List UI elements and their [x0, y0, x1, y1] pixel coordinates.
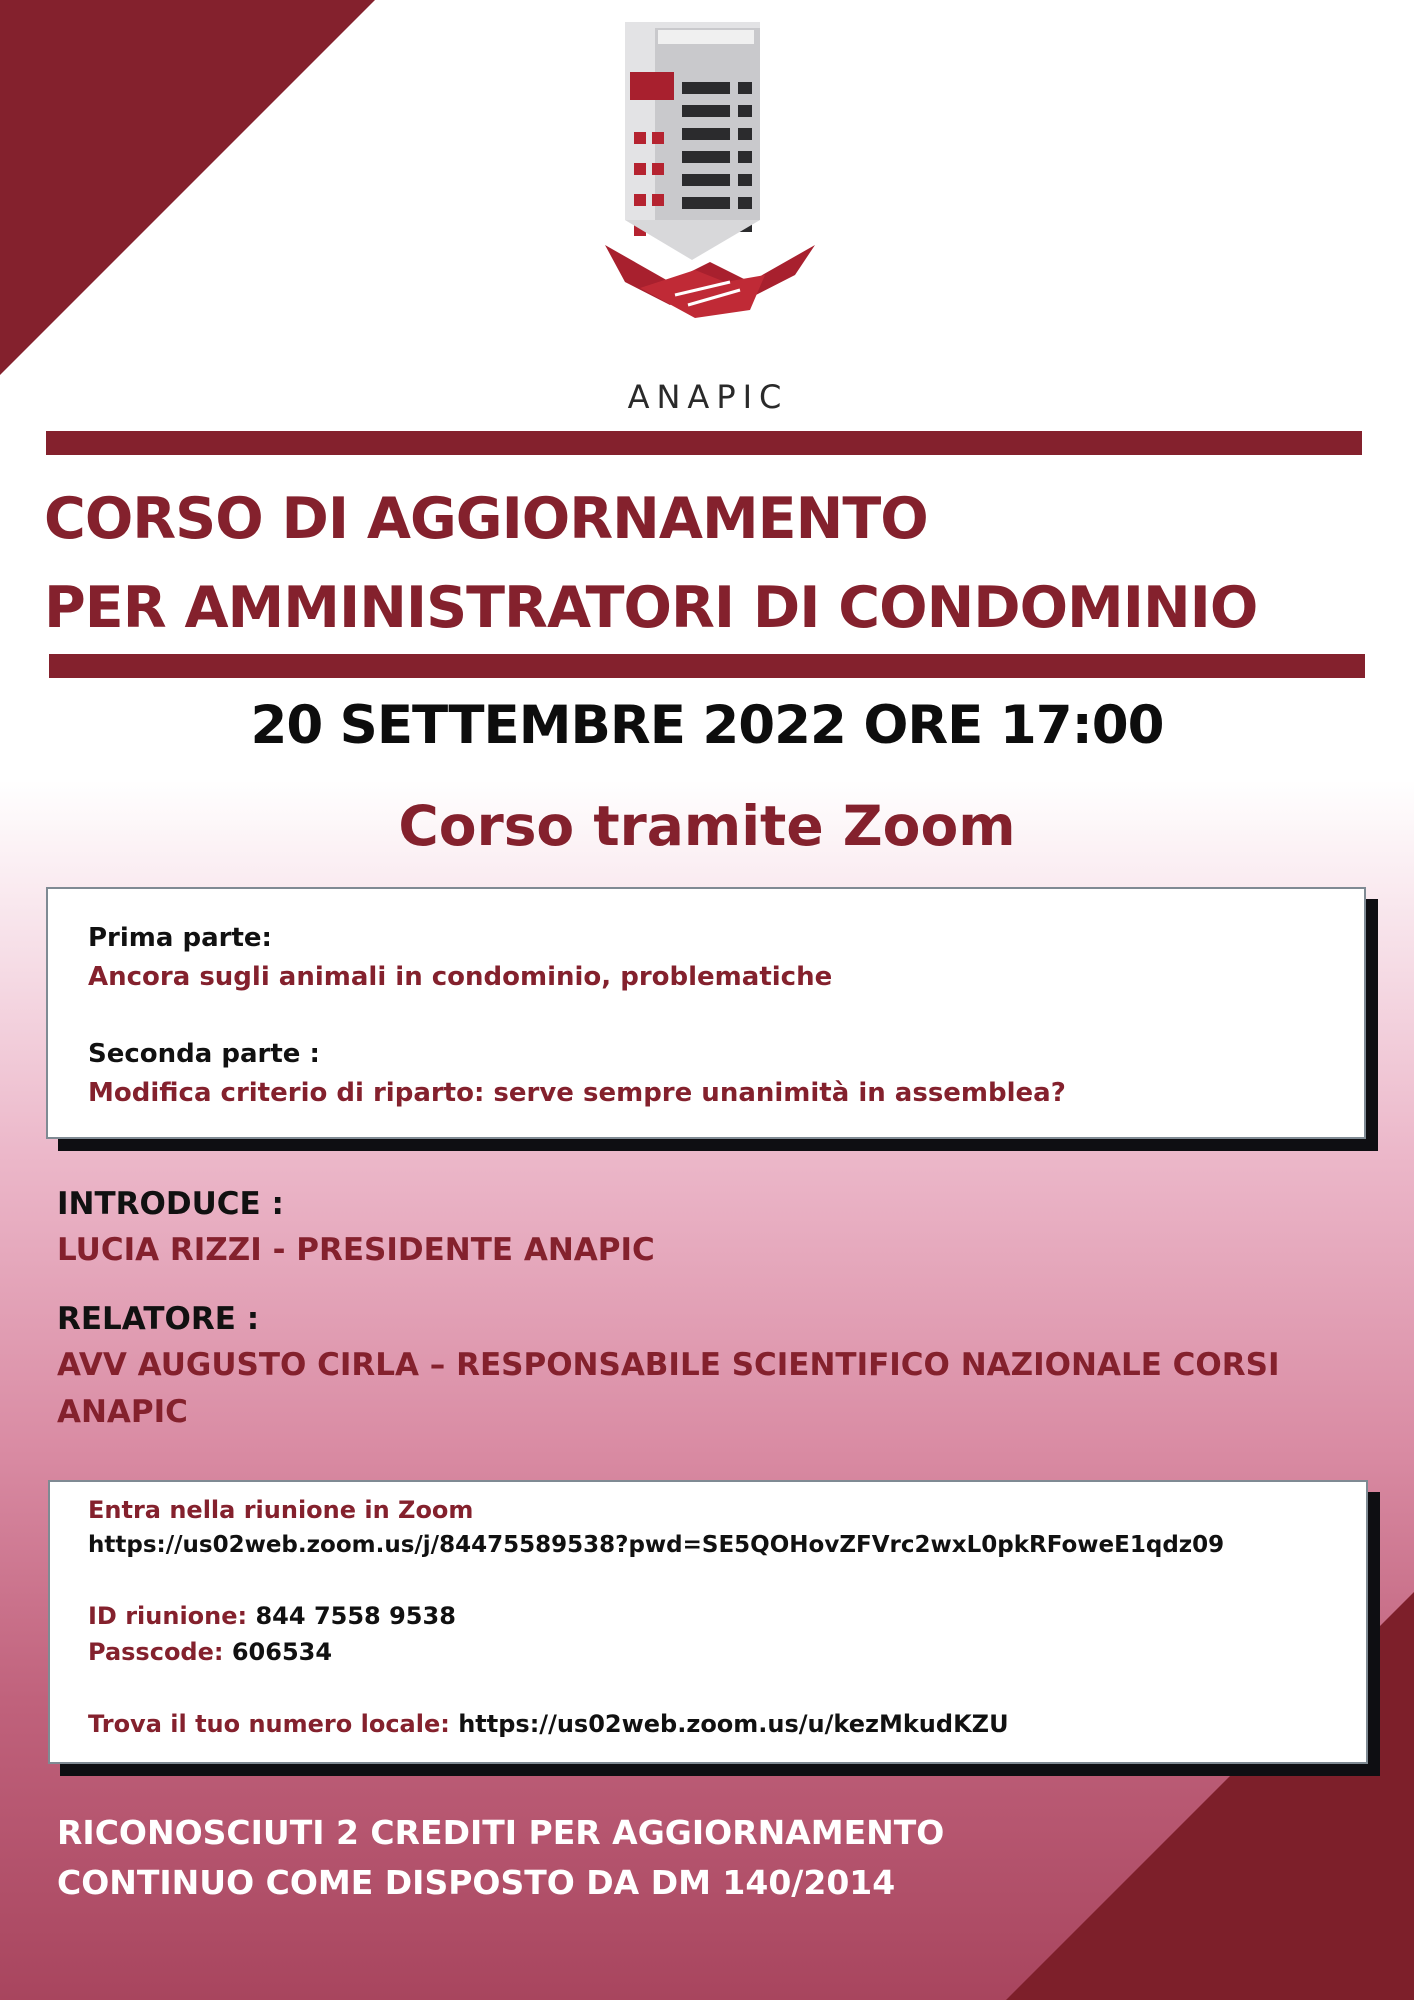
credits-line-2: CONTINUO COME DISPOSTO DA DM 140/2014: [57, 1863, 896, 1902]
part-1-topic: Ancora sugli animali in condominio, problematiche: [88, 962, 833, 992]
local-number-label: Trova il tuo numero locale:: [88, 1710, 450, 1738]
speaker-label: RELATORE :: [57, 1301, 260, 1337]
part-2-label: Seconda parte :: [88, 1039, 320, 1069]
course-title-line-1: CORSO DI AGGIORNAMENTO: [44, 486, 928, 552]
course-title: [44, 475, 1384, 653]
meeting-id-value: 844 7558 9538: [255, 1602, 456, 1630]
zoom-join-link[interactable]: https://us02web.zoom.us/j/84475589538?pwd=SE5QOHovZFVrc2wxL0pkRFoweE1qdz09: [88, 1532, 1225, 1558]
passcode-label: Passcode:: [88, 1638, 224, 1666]
anapic-building-logo: [600, 20, 820, 320]
part-1-label: Prima parte:: [88, 923, 272, 953]
brand-name: ANAPIC: [627, 378, 789, 416]
passcode-row: [88, 1638, 332, 1666]
course-title-line-2: PER AMMINISTRATORI DI CONDOMINIO: [44, 575, 1258, 641]
speaker-name-line-1: AVV AUGUSTO CIRLA – RESPONSABILE SCIENTIFICO NAZIONALE CORSI: [57, 1347, 1280, 1383]
introduce-label: INTRODUCE :: [57, 1186, 284, 1222]
meeting-id-row: [88, 1602, 456, 1630]
corner-decoration-top-left: [0, 0, 375, 375]
event-date: 20 SETTEMBRE 2022 ORE 17:00: [250, 695, 1164, 756]
program-box: [46, 887, 1366, 1139]
introduce-name: LUCIA RIZZI - PRESIDENTE ANAPIC: [57, 1232, 655, 1268]
divider-bar-top: [46, 431, 1362, 455]
part-2-topic: Modifica criterio di riparto: serve sempre unanimità in assemblea?: [88, 1078, 1066, 1108]
passcode-value: 606534: [231, 1638, 333, 1666]
meeting-id-label: ID riunione:: [88, 1602, 248, 1630]
speaker-name-line-2: ANAPIC: [57, 1394, 188, 1430]
event-mode: Corso tramite Zoom: [398, 794, 1016, 858]
zoom-info-box: [48, 1480, 1368, 1764]
credits-line-1: RICONOSCIUTI 2 CREDITI PER AGGIORNAMENTO: [57, 1813, 945, 1852]
local-number-row: [88, 1710, 1009, 1738]
divider-bar-bottom: [49, 654, 1365, 678]
local-number-link[interactable]: https://us02web.zoom.us/u/kezMkudKZU: [458, 1710, 1009, 1738]
credits-notice: [57, 1808, 944, 1908]
zoom-join-label: Entra nella riunione in Zoom: [88, 1496, 474, 1524]
